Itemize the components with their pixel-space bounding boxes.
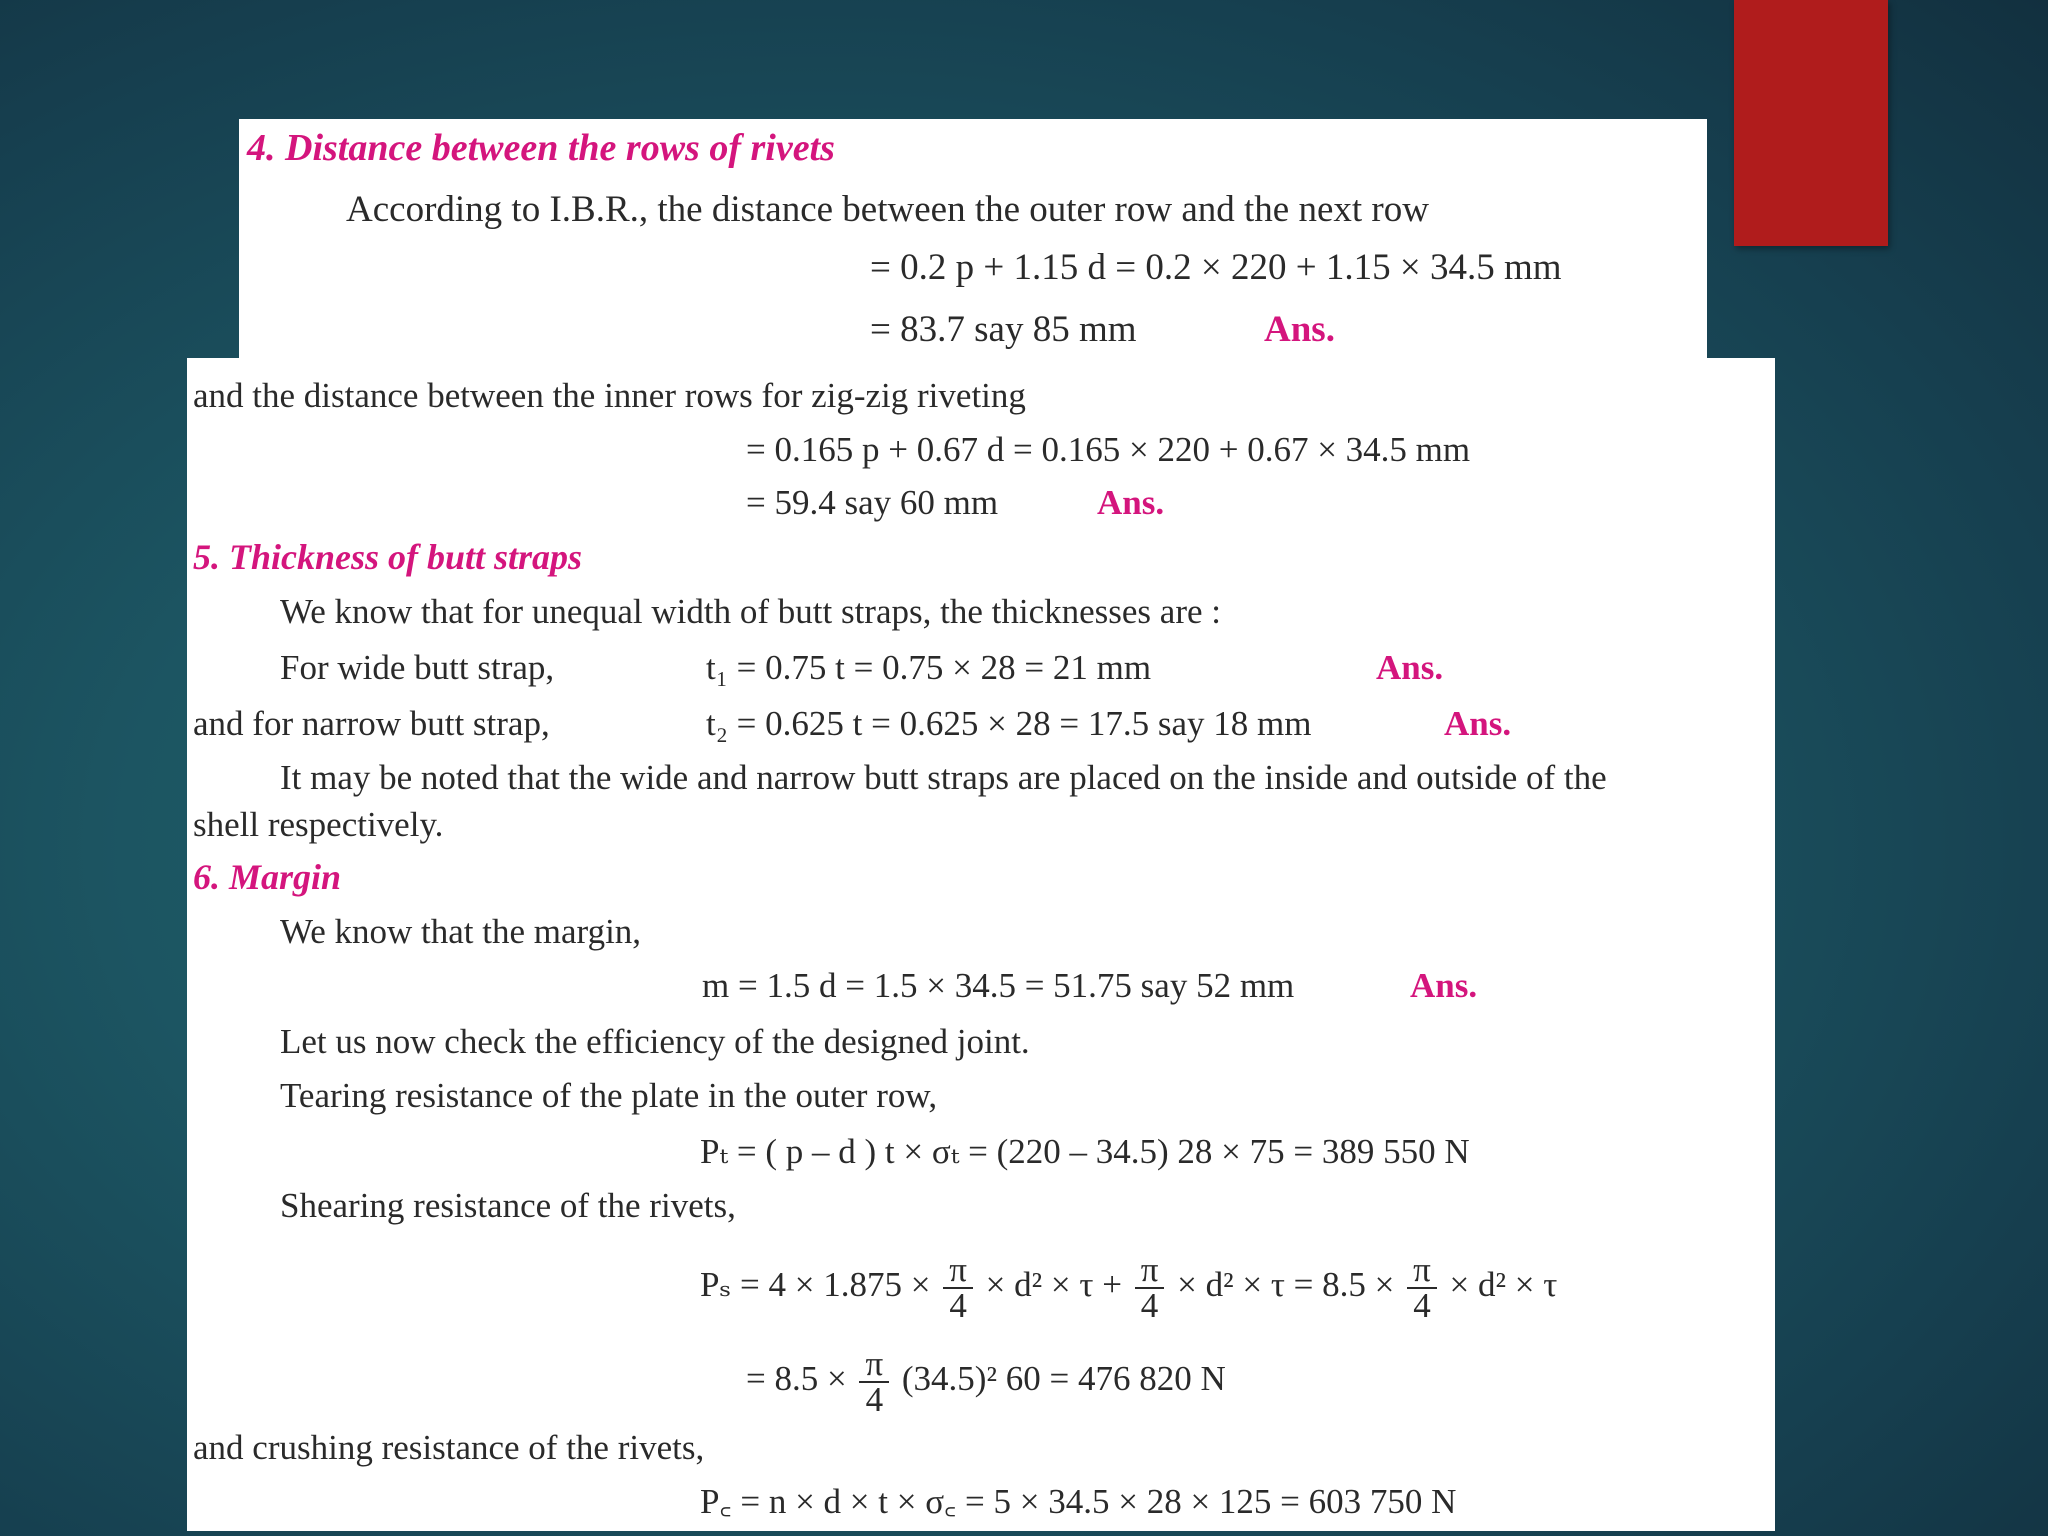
pi-over-4-fraction: $\frac{\pi}{4}$ xyxy=(1407,1253,1437,1323)
shear-term-2: × d² × τ = 8.5 × xyxy=(1177,1265,1395,1304)
shear-line2-end: (34.5)² 60 = 476 820 N xyxy=(901,1359,1226,1398)
equation-inner-rows-result: = 59.4 say 60 mm xyxy=(746,483,999,522)
shearing-equation-result xyxy=(746,1334,1226,1424)
check-efficiency-text: Let us now check the efficiency of the designed joint. xyxy=(280,1022,1030,1061)
wide-strap-equation: t₁ = 0.75 t = 0.75 × 28 = 21 mm xyxy=(706,648,1152,687)
margin-intro: We know that the margin, xyxy=(280,912,642,951)
heading-section-4: 4. Distance between the rows of rivets xyxy=(247,127,835,169)
shear-lhs: Pₛ = 4 × 1.875 × xyxy=(700,1265,931,1304)
tearing-text: Tearing resistance of the plate in the outer row, xyxy=(280,1076,938,1115)
shear-term-1: × d² × τ + xyxy=(985,1265,1122,1304)
crushing-text: and crushing resistance of the rivets, xyxy=(193,1428,705,1467)
inner-rows-text: and the distance between the inner rows for zig-zig riveting xyxy=(193,376,1026,415)
margin-equation: m = 1.5 d = 1.5 × 34.5 = 51.75 say 52 mm xyxy=(702,966,1295,1005)
answer-label: Ans. xyxy=(1376,648,1444,687)
equation-outer-row: = 0.2 p + 1.15 d = 0.2 × 220 + 1.15 × 34.5 mm xyxy=(870,247,1562,288)
pi-over-4-fraction: $\frac{\pi}{4}$ xyxy=(943,1253,973,1323)
heading-section-5: 5. Thickness of butt straps xyxy=(193,537,583,577)
shear-term-3: × d² × τ xyxy=(1449,1265,1558,1304)
crushing-equation: P꜀ = n × d × t × σ꜀ = 5 × 34.5 × 28 × 125 = 603 750 N xyxy=(700,1482,1457,1521)
narrow-strap-label: and for narrow butt strap, xyxy=(193,704,550,743)
tearing-equation: Pₜ = ( p – d ) t × σₜ = (220 – 34.5) 28 × 75 = 389 550 N xyxy=(700,1132,1470,1171)
answer-label: Ans. xyxy=(1097,483,1165,522)
narrow-strap-equation: t₂ = 0.625 t = 0.625 × 28 = 17.5 say 18 mm xyxy=(706,704,1312,743)
note-line-1: It may be noted that the wide and narrow butt straps are placed on the inside and outside of the xyxy=(280,758,1607,797)
section-4-intro: According to I.B.R., the distance between the outer row and the next row xyxy=(346,189,1429,230)
answer-label: Ans. xyxy=(1410,966,1478,1005)
accent-bar xyxy=(1734,0,1888,246)
wide-strap-label: For wide butt strap, xyxy=(280,648,555,687)
section-5-intro: We know that for unequal width of butt straps, the thicknesses are : xyxy=(280,592,1221,631)
equation-outer-row-result: = 83.7 say 85 mm xyxy=(870,309,1137,350)
shear-line2-start: = 8.5 × xyxy=(746,1359,847,1398)
equation-inner-rows: = 0.165 p + 0.67 d = 0.165 × 220 + 0.67 × 34.5 mm xyxy=(746,430,1471,469)
pi-over-4-fraction: $\frac{\pi}{4}$ xyxy=(859,1347,889,1417)
heading-section-6: 6. Margin xyxy=(193,857,342,897)
answer-label: Ans. xyxy=(1264,309,1335,350)
shearing-text: Shearing resistance of the rivets, xyxy=(280,1186,736,1225)
shearing-equation xyxy=(700,1240,1557,1330)
note-line-2: shell respectively. xyxy=(193,805,444,844)
pi-over-4-fraction: $\frac{\pi}{4}$ xyxy=(1135,1253,1165,1323)
answer-label: Ans. xyxy=(1444,704,1512,743)
